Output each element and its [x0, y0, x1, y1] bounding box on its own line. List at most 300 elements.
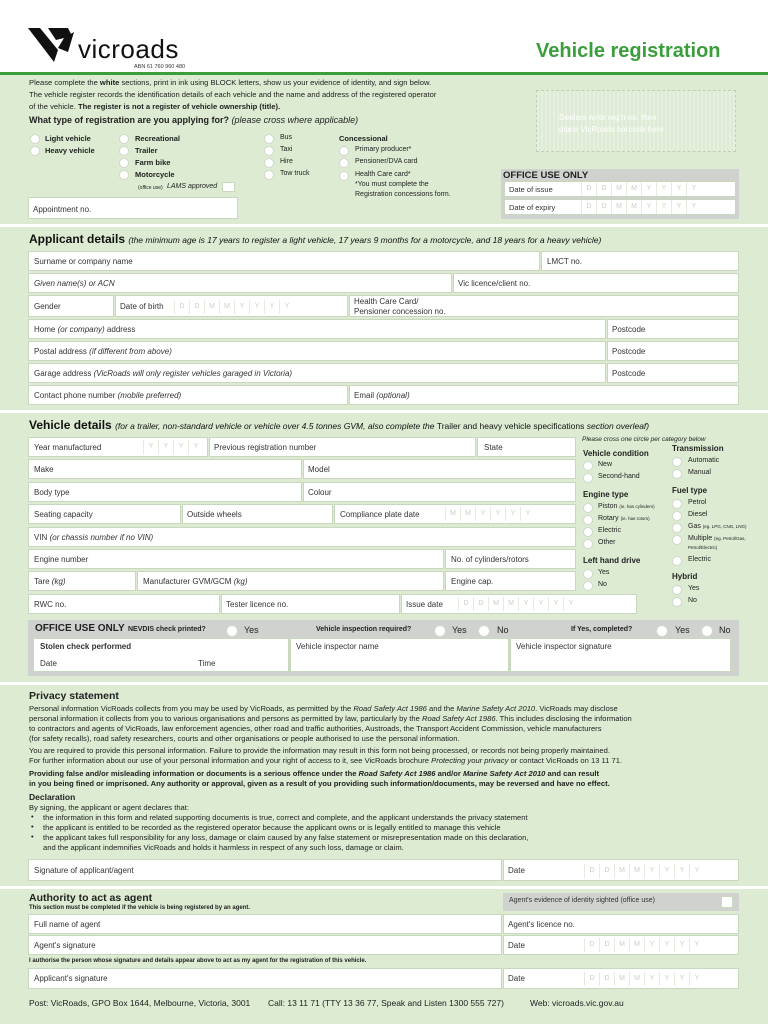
agent-evidence-label: Agent's evidence of identity sighted (office use): [509, 897, 655, 904]
declaration-title: Declaration: [29, 792, 76, 802]
date-box[interactable]: Y: [644, 864, 659, 878]
stolen-check-label: Stolen check performed: [40, 642, 132, 651]
date-box[interactable]: Y: [644, 972, 659, 986]
inspector-name-field[interactable]: [290, 638, 509, 672]
light-vehicle-checkbox[interactable]: [30, 134, 40, 144]
taxi-label: Taxi: [280, 146, 293, 153]
inspection-no-radio[interactable]: [478, 625, 490, 637]
authorise-text: I authorise the person whose signature and details appear above to act as my agent for the registration of this vehicle.: [29, 958, 367, 964]
date-box[interactable]: M: [488, 597, 503, 611]
date-box[interactable]: M: [614, 972, 629, 986]
date-box[interactable]: D: [581, 182, 596, 196]
agent-name-label: Full name of agent: [34, 920, 101, 929]
surname-label: Surname or company name: [34, 257, 133, 266]
agent-date-field[interactable]: [503, 935, 739, 955]
tow-truck-checkbox[interactable]: [264, 170, 274, 180]
date-box[interactable]: D: [581, 200, 596, 214]
date-box[interactable]: M: [629, 972, 644, 986]
fuel-multiple-note: Petrol/Electric): [688, 545, 718, 550]
brand-name: vicroads: [78, 34, 179, 64]
agent-signature-label: Agent's signature: [34, 941, 96, 950]
date-of-expiry-field[interactable]: [504, 199, 736, 215]
warning-line-1: Providing false and/or misleading information or documents is a serious offence under the Road Safety Act 1986 and/or Marine Safety Act 2010 and can result: [29, 769, 600, 778]
heavy-vehicle-checkbox[interactable]: [30, 146, 40, 156]
tare-field[interactable]: [28, 571, 136, 591]
date-box[interactable]: Y: [641, 182, 656, 196]
vic-licence-label: Vic licence/client no.: [458, 279, 531, 288]
lmct-label: LMCT no.: [547, 257, 582, 266]
pensioner-label: Pensioner/DVA card: [355, 158, 418, 165]
applicant-sig-agent-label: Applicant's signature: [34, 974, 108, 983]
gender-field[interactable]: [28, 295, 114, 317]
date-box[interactable]: M: [629, 938, 644, 952]
bullet: •: [31, 812, 34, 821]
condition-new-label: New: [598, 461, 613, 468]
lams-label: LAMS approved: [167, 183, 218, 190]
garage-postcode-label: Postcode: [612, 369, 646, 378]
date-box[interactable]: M: [626, 200, 641, 214]
pensioner-checkbox[interactable]: [339, 158, 349, 168]
date-box[interactable]: Y: [689, 864, 704, 878]
fuel-diesel-radio[interactable]: [672, 511, 682, 521]
transmission-manual-radio[interactable]: [672, 469, 682, 479]
email-field[interactable]: [349, 385, 739, 405]
make-label: Make: [34, 465, 54, 474]
surname-field[interactable]: [28, 251, 540, 271]
date-of-issue-label: Date of issue: [509, 185, 553, 194]
engine-number-label: Engine number: [34, 555, 89, 564]
footer-web: Web: vicroads.vic.gov.au: [530, 998, 624, 1008]
fuel-multiple-radio[interactable]: [672, 535, 682, 545]
date-box[interactable]: Y: [674, 938, 689, 952]
transmission-auto-radio[interactable]: [672, 457, 682, 467]
privacy-line-5: You are required to provide this personal information. Failure to provide the information may result in this form not being processed, or records not being properly maintained.: [29, 746, 610, 755]
engine-electric-radio[interactable]: [583, 527, 593, 537]
applicant-sig-date-field[interactable]: [503, 968, 739, 989]
date-of-expiry-boxes: [581, 200, 701, 214]
given-name-field[interactable]: [28, 273, 452, 293]
stolen-check-field[interactable]: [33, 638, 289, 672]
farm-bike-checkbox[interactable]: [119, 158, 129, 168]
applicant-sig-date-boxes: [584, 972, 704, 986]
engine-cap-field[interactable]: [445, 571, 576, 591]
date-box[interactable]: Y: [641, 200, 656, 214]
applicant-signature-field[interactable]: [28, 859, 502, 881]
date-box[interactable]: Y: [689, 972, 704, 986]
dob-label: Date of birth: [120, 302, 164, 311]
lhd-yes-radio[interactable]: [583, 569, 593, 579]
given-name-label: Given name(s) or ACN: [34, 279, 115, 288]
colour-field[interactable]: [303, 482, 576, 502]
gvm-field[interactable]: [137, 571, 444, 591]
hybrid-yes-radio[interactable]: [672, 585, 682, 595]
rwc-label: RWC no.: [34, 600, 67, 609]
primary-producer-checkbox[interactable]: [339, 146, 349, 156]
issue-date-boxes: [458, 597, 578, 611]
date-box[interactable]: Y: [656, 200, 671, 214]
header-rule: [0, 72, 768, 75]
date-of-issue-field[interactable]: [504, 181, 736, 197]
engine-rotary-label: Rotary (ie. has rotors): [598, 515, 650, 522]
lams-checkbox[interactable]: [222, 182, 235, 192]
primary-producer-label: Primary producer*: [355, 146, 412, 153]
applicant-section-title: Applicant details (the minimum age is 17 years to register a light vehicle, 17 years 9 months for a motorcycle, and 18 years for a heavy vehicle): [29, 232, 602, 246]
date-box[interactable]: D: [584, 972, 599, 986]
date-box[interactable]: D: [584, 864, 599, 878]
bullet: •: [31, 822, 34, 831]
hybrid-title: Hybrid: [672, 572, 698, 581]
lmct-field[interactable]: [541, 251, 739, 271]
cylinders-field[interactable]: [445, 549, 576, 569]
issue-date-field[interactable]: [401, 594, 637, 614]
bullet: •: [31, 832, 34, 841]
fuel-petrol-label: Petrol: [688, 499, 707, 506]
concession-note-1: *You must complete the: [355, 181, 429, 188]
bus-label: Bus: [280, 134, 293, 141]
completed-yes-radio[interactable]: [656, 625, 668, 637]
taxi-checkbox[interactable]: [264, 146, 274, 156]
inspector-signature-label: Vehicle inspector signature: [516, 642, 612, 651]
hire-checkbox[interactable]: [264, 158, 274, 168]
barcode-area: [536, 90, 736, 152]
engine-number-field[interactable]: [28, 549, 444, 569]
completed-no-label: No: [719, 625, 731, 635]
vin-field[interactable]: [28, 527, 576, 547]
health-care-checkbox[interactable]: [339, 171, 349, 181]
date-box[interactable]: Y: [671, 200, 686, 214]
intro-line-3: of the vehicle. The register is not a register of vehicle ownership (title).: [29, 102, 281, 111]
header: [0, 0, 768, 74]
date-box[interactable]: M: [614, 864, 629, 878]
fuel-multiple-label: Multiple (eg. Petrol/Gas,: [688, 535, 746, 542]
gender-label: Gender: [34, 302, 61, 311]
date-box[interactable]: D: [596, 182, 611, 196]
footer-post: Post: VicRoads, GPO Box 1644, Melbourne, Victoria, 3001: [29, 998, 251, 1008]
recreational-label: Recreational: [135, 134, 181, 143]
signature-date-boxes: [584, 864, 704, 878]
inspection-label: Vehicle inspection required?: [316, 626, 412, 633]
stolen-date-label: Date: [40, 659, 57, 668]
nevdis-yes-radio[interactable]: [226, 625, 238, 637]
lhd-no-radio[interactable]: [583, 581, 593, 591]
hcc-field[interactable]: [349, 295, 739, 317]
intro-line-2: The vehicle register records the identification details of each vehicle and the name and address of the registered operator: [29, 90, 437, 99]
phone-field[interactable]: [28, 385, 348, 405]
seating-label: Seating capacity: [34, 510, 93, 519]
fuel-diesel-label: Diesel: [688, 511, 708, 518]
date-box[interactable]: Y: [686, 182, 701, 196]
declaration-item-3-cont: and the applicant indemnifies VicRoads and holds it harmless in respect of any such loss, damage or claim.: [43, 843, 404, 852]
date-box[interactable]: M: [219, 300, 234, 314]
agent-title: Authority to act as agent: [29, 892, 153, 904]
garage-address-label: Garage address (VicRoads will only register vehicles garaged in Victoria): [34, 369, 293, 378]
hybrid-yes-label: Yes: [688, 585, 700, 592]
engine-piston-label: Piston (ie. has cylinders): [598, 503, 655, 510]
tow-truck-label: Tow truck: [280, 170, 310, 177]
date-box[interactable]: M: [445, 507, 460, 521]
date-box[interactable]: Y: [548, 597, 563, 611]
fuel-gas-radio[interactable]: [672, 523, 682, 533]
appointment-label: Appointment no.: [33, 205, 92, 214]
engine-rotary-radio[interactable]: [583, 515, 593, 525]
cylinders-label: No. of cylinders/rotors: [451, 555, 529, 564]
applicant-sig-date-label: Date: [508, 974, 525, 983]
agent-name-field[interactable]: [28, 914, 502, 934]
postal-postcode-field[interactable]: [607, 341, 739, 361]
gvm-label: Manufacturer GVM/GCM (kg): [143, 577, 248, 586]
postal-postcode-label: Postcode: [612, 347, 646, 356]
date-box[interactable]: D: [189, 300, 204, 314]
compliance-boxes: [445, 507, 535, 521]
year-manufactured-label: Year manufactured: [34, 443, 102, 452]
state-label: State: [484, 443, 503, 452]
date-box[interactable]: M: [611, 200, 626, 214]
outside-wheels-label: Outside wheels: [187, 510, 242, 519]
compliance-label: Compliance plate date: [340, 510, 420, 519]
date-box[interactable]: Y: [173, 440, 188, 454]
nevdis-label: NEVDIS check printed?: [128, 626, 206, 633]
motorcycle-checkbox[interactable]: [119, 170, 129, 180]
farm-bike-label: Farm bike: [135, 158, 171, 167]
condition-new-radio[interactable]: [583, 461, 593, 471]
state-field[interactable]: [477, 437, 576, 457]
office-bar-title: OFFICE USE ONLY: [35, 623, 125, 634]
agent-date-label: Date: [508, 941, 525, 950]
body-type-field[interactable]: [28, 482, 302, 502]
fuel-electric-radio[interactable]: [672, 556, 682, 566]
page-title: Vehicle registration: [536, 40, 721, 62]
dob-field[interactable]: [115, 295, 348, 317]
category-note: Please cross one circle per category below: [582, 436, 706, 443]
year-manufactured-boxes: [143, 440, 203, 454]
date-box[interactable]: Y: [520, 507, 535, 521]
year-manufactured-field[interactable]: [28, 437, 208, 457]
divider: [0, 886, 768, 889]
declaration-item-3: the applicant takes full responsibility for any loss, damage or claim caused by any false statement or misrepresentation made on this declaration,: [43, 833, 529, 842]
date-box[interactable]: D: [458, 597, 473, 611]
date-box[interactable]: Y: [475, 507, 490, 521]
appointment-field[interactable]: [28, 197, 238, 219]
issue-date-label: Issue date: [406, 600, 443, 609]
date-box[interactable]: Y: [264, 300, 279, 314]
motorcycle-label: Motorcycle: [135, 170, 175, 179]
lhd-no-label: No: [598, 581, 607, 588]
date-box[interactable]: Y: [686, 200, 701, 214]
date-box[interactable]: Y: [249, 300, 264, 314]
body-type-label: Body type: [34, 488, 70, 497]
vicroads-logo-icon: [28, 26, 78, 64]
date-box[interactable]: M: [204, 300, 219, 314]
hybrid-no-radio[interactable]: [672, 597, 682, 607]
phone-label: Contact phone number (mobile preferred): [34, 391, 182, 400]
date-box[interactable]: Y: [671, 182, 686, 196]
inspector-name-label: Vehicle inspector name: [296, 642, 379, 651]
fuel-petrol-radio[interactable]: [672, 499, 682, 509]
warning-line-2: in you being fined or imprisoned. Any authority or approval, given as a result of you providing such information/documents, may be reversed and have no effect.: [29, 779, 610, 788]
date-box[interactable]: Y: [674, 972, 689, 986]
privacy-line-3: to contractors and agents of VicRoads, law enforcement agencies, other road and traffic authorities, Austroads, the Transport Accident Commission, vehicle manufacturers: [29, 724, 602, 733]
tare-label: Tare (kg): [34, 577, 66, 586]
bus-checkbox[interactable]: [264, 134, 274, 144]
date-box[interactable]: D: [596, 200, 611, 214]
privacy-line-2: personal information it collects from you to various organisations and persons as permitted by law, particularly by the Road Safety Act 1986. This includes disclosing the information: [29, 714, 632, 723]
date-box[interactable]: Y: [279, 300, 294, 314]
date-box[interactable]: D: [599, 864, 614, 878]
condition-secondhand-label: Second-hand: [598, 473, 640, 480]
hire-label: Hire: [280, 158, 293, 165]
date-box[interactable]: Y: [656, 182, 671, 196]
office-use-title: OFFICE USE ONLY: [503, 170, 589, 181]
date-box[interactable]: Y: [674, 864, 689, 878]
declaration-intro: By signing, the applicant or agent declares that:: [29, 803, 189, 812]
model-field[interactable]: [303, 459, 576, 479]
footer-call: Call: 13 11 71 (TTY 13 36 77, Speak and Listen 1300 555 727): [268, 998, 504, 1008]
date-box[interactable]: M: [626, 182, 641, 196]
date-box[interactable]: D: [473, 597, 488, 611]
agent-date-boxes: [584, 938, 704, 952]
seating-field[interactable]: [28, 504, 181, 524]
engine-electric-label: Electric: [598, 527, 621, 534]
date-box[interactable]: Y: [689, 938, 704, 952]
date-box[interactable]: Y: [644, 938, 659, 952]
inspection-yes-radio[interactable]: [434, 625, 446, 637]
date-box[interactable]: Y: [188, 440, 203, 454]
colour-label: Colour: [308, 488, 332, 497]
signature-date-field[interactable]: [503, 859, 739, 881]
email-label: Email (optional): [354, 391, 410, 400]
intro-line-1: Please complete the white sections, print in ink using BLOCK letters, show us your evidence of identity, and sign below.: [29, 78, 432, 87]
reg-type-question: What type of registration are you applying for? (please cross where applicable): [29, 115, 359, 125]
date-box[interactable]: M: [629, 864, 644, 878]
date-box[interactable]: Y: [563, 597, 578, 611]
recreational-checkbox[interactable]: [119, 134, 129, 144]
divider: [0, 410, 768, 413]
if-yes-label: If Yes, completed?: [571, 626, 633, 633]
date-box[interactable]: Y: [490, 507, 505, 521]
stolen-time-label: Time: [198, 659, 216, 668]
condition-title: Vehicle condition: [583, 449, 649, 458]
tester-licence-field[interactable]: [221, 594, 400, 614]
fuel-electric-label: Electric: [688, 556, 711, 563]
home-address-label: Home (or company) address: [34, 325, 136, 334]
engine-cap-label: Engine cap.: [451, 577, 494, 586]
condition-secondhand-radio[interactable]: [583, 473, 593, 483]
home-postcode-field[interactable]: [607, 319, 739, 339]
light-vehicle-label: Light vehicle: [45, 134, 91, 143]
home-postcode-label: Postcode: [612, 325, 646, 334]
inspection-no-label: No: [497, 625, 509, 635]
date-box[interactable]: D: [599, 972, 614, 986]
date-box[interactable]: D: [584, 938, 599, 952]
date-box[interactable]: D: [174, 300, 189, 314]
compliance-field[interactable]: [334, 504, 576, 524]
engine-type-title: Engine type: [583, 490, 629, 499]
tester-licence-label: Tester licence no.: [226, 600, 289, 609]
vic-licence-field[interactable]: [453, 273, 739, 293]
engine-other-radio[interactable]: [583, 539, 593, 549]
agent-signature-field[interactable]: [28, 935, 502, 955]
engine-other-label: Other: [598, 539, 616, 546]
home-address-field[interactable]: [28, 319, 606, 339]
applicant-sig-agent-field[interactable]: [28, 968, 502, 989]
date-box[interactable]: Y: [659, 972, 674, 986]
date-box[interactable]: Y: [505, 507, 520, 521]
date-box[interactable]: Y: [234, 300, 249, 314]
lhd-yes-label: Yes: [598, 569, 610, 576]
date-box[interactable]: M: [503, 597, 518, 611]
signature-date-label: Date: [508, 866, 525, 875]
declaration-item-1: the information in this form and related supporting documents is true, correct and complete, and the applicant understands the privacy statement: [43, 813, 528, 822]
hcc-label-1: Health Care Card/: [354, 297, 419, 306]
fuel-type-title: Fuel type: [672, 486, 708, 495]
nevdis-yes-label: Yes: [244, 625, 259, 635]
divider: [0, 682, 768, 685]
agent-licence-field[interactable]: [503, 914, 739, 934]
date-box[interactable]: Y: [533, 597, 548, 611]
engine-piston-radio[interactable]: [583, 503, 593, 513]
trailer-label: Trailer: [135, 146, 158, 155]
date-box[interactable]: D: [599, 938, 614, 952]
prev-reg-field[interactable]: [209, 437, 476, 457]
abn: ABN 61 760 960 480: [134, 64, 186, 70]
date-box[interactable]: M: [611, 182, 626, 196]
date-box[interactable]: Y: [659, 864, 674, 878]
privacy-line-1: Personal information VicRoads collects from you may be used by VicRoads, as permitted by the Road Safety Act 1986 and the Marine Safety Act 2010. VicRoads may disclose: [29, 704, 618, 713]
divider: [0, 224, 768, 227]
completed-yes-label: Yes: [675, 625, 690, 635]
garage-postcode-field[interactable]: [607, 363, 739, 383]
fuel-gas-label: Gas (eg. LPG, CNG, LNG): [688, 523, 747, 530]
concessional-title: Concessional: [339, 134, 388, 143]
date-box[interactable]: Y: [143, 440, 158, 454]
lams-office-use: (office use): [138, 185, 163, 191]
applicant-signature-label: Signature of applicant/agent: [34, 866, 134, 875]
date-of-issue-boxes: [581, 182, 701, 196]
vin-label: VIN (or chassis number if no VIN): [34, 533, 154, 542]
privacy-line-4: (for safety recalls), road safety researchers, courts and other organisations or people authorised to use the personal information.: [29, 734, 460, 743]
date-box[interactable]: Y: [158, 440, 173, 454]
barcode-line-1: Dealers write reg'n no. then: [559, 113, 657, 122]
date-box[interactable]: M: [460, 507, 475, 521]
trailer-checkbox[interactable]: [119, 146, 129, 156]
hybrid-no-label: No: [688, 597, 697, 604]
rwc-field[interactable]: [28, 594, 220, 614]
declaration-item-2: the applicant is entitled to be recorded as the registered operator because the applicant owns or is legally entitled to manage this vehicle: [43, 823, 501, 832]
transmission-title: Transmission: [672, 444, 724, 453]
make-field[interactable]: [28, 459, 302, 479]
agent-note: This section must be completed if the vehicle is being registered by an agent.: [29, 905, 251, 911]
inspection-yes-label: Yes: [452, 625, 467, 635]
date-box[interactable]: Y: [659, 938, 674, 952]
date-box[interactable]: M: [614, 938, 629, 952]
privacy-title: Privacy statement: [29, 690, 119, 702]
postal-address-label: Postal address (if different from above): [34, 347, 172, 356]
transmission-auto-label: Automatic: [688, 457, 720, 464]
outside-wheels-field[interactable]: [182, 504, 333, 524]
inspector-signature-field[interactable]: [510, 638, 731, 672]
lhd-title: Left hand drive: [583, 556, 641, 565]
date-box[interactable]: Y: [518, 597, 533, 611]
vehicle-section-title: Vehicle details (for a trailer, non-standard vehicle or vehicle over 4.5 tonnes GVM, also complete the Trailer and heavy vehicle specifications section overleaf): [29, 418, 650, 432]
completed-no-radio[interactable]: [701, 625, 713, 637]
agent-evidence-panel: [503, 893, 739, 911]
agent-evidence-checkbox[interactable]: [721, 896, 733, 908]
prev-reg-label: Previous registration number: [214, 443, 317, 452]
agent-licence-label: Agent's licence no.: [508, 920, 575, 929]
postal-address-field[interactable]: [28, 341, 606, 361]
garage-address-field[interactable]: [28, 363, 606, 383]
hcc-label-2: Pensioner concession no.: [354, 307, 446, 316]
